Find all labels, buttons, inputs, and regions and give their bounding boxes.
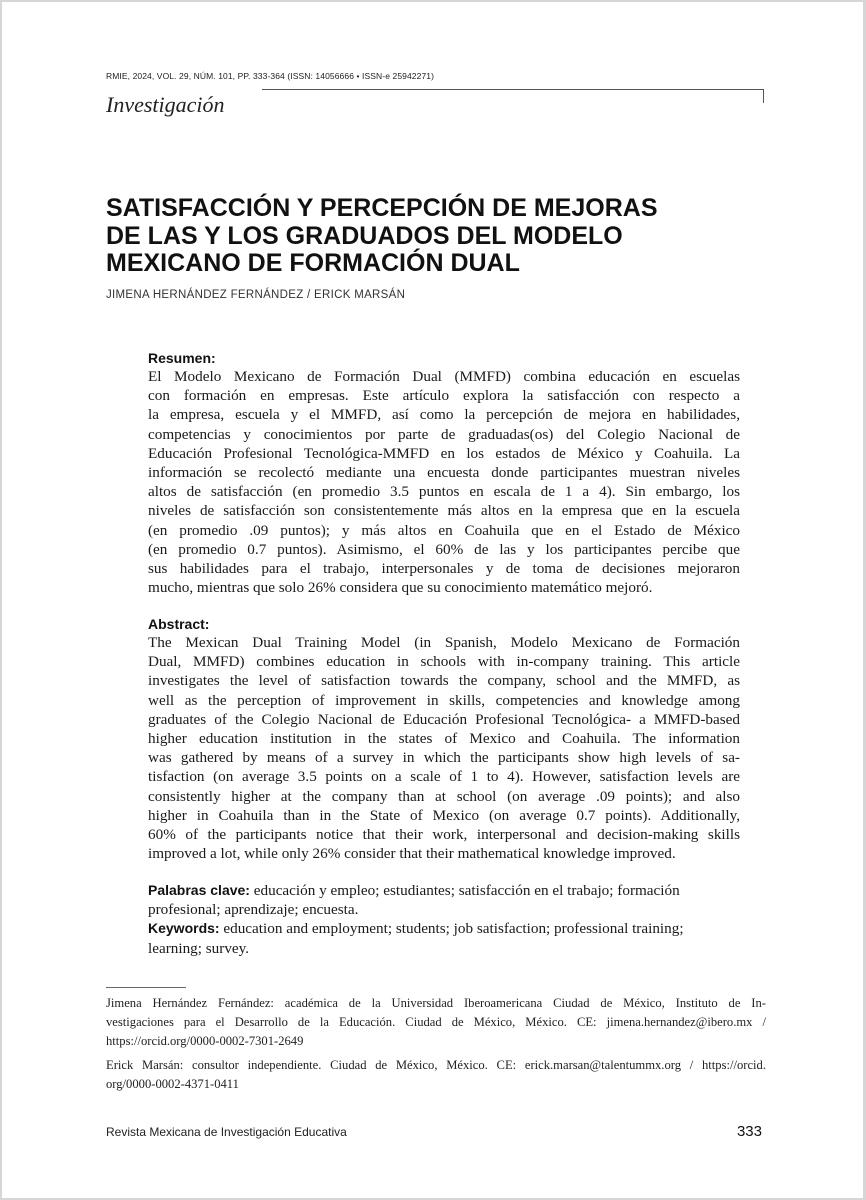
- abstract-heading: Abstract:: [148, 616, 210, 632]
- resumen-line: (en promedio 0.7 puntos). Asimismo, el 60% de las y los participantes percibe que: [148, 540, 740, 558]
- keywords-es-line: [148, 881, 740, 900]
- keywords-en-line: [148, 919, 740, 938]
- keywords-es-text-cont: profesional; aprendizaje; encuesta.: [148, 901, 359, 919]
- abstract-line: well as the perception of improvement in skills, competencies and knowledge among: [148, 691, 740, 709]
- footnote-line: Jimena Hernández Fernández: académica de la Universidad Iberoamericana Ciudad de México, Instituto de In-: [106, 996, 766, 1010]
- resumen-line: con formación en empresas. Este artículo explora la satisfacción con respecto a: [148, 387, 740, 405]
- abstract-section: [148, 616, 740, 863]
- abstract-line: was gathered by means of a survey in which the participants show high levels of sa-: [148, 749, 740, 767]
- resumen-line: (en promedio .09 puntos); y más altos en Coahuila que en el Estado de México: [148, 521, 740, 539]
- footnote-line: Erick Marsán: consultor independiente. Ciudad de México, México. CE: erick.marsan@talentummx.org / https://orcid.: [106, 1058, 766, 1072]
- footnote-line: org/0000-0002-4371-0411: [106, 1077, 239, 1091]
- article-title: [106, 195, 786, 278]
- citation-header: RMIE, 2024, VOL. 29, NÚM. 101, PP. 333-364 (ISSN: 14056666 • ISSN-e 25942271): [106, 71, 435, 81]
- keywords-es-text: educación y empleo; estudiantes; satisfacción en el trabajo; formación: [253, 882, 680, 899]
- author-footnote-2: [106, 1056, 766, 1094]
- title-line: SATISFACCIÓN Y PERCEPCIÓN DE MEJORAS: [106, 194, 658, 222]
- section-label: Investigación: [106, 92, 225, 117]
- abstract-line: investigates the level of satisfaction towards the company, school and the MMFD, as: [148, 672, 740, 690]
- journal-page: [2, 2, 863, 1198]
- header-rule: [262, 89, 764, 90]
- resumen-line: competencias y conocimientos por parte de graduadas(os) del Colegio Nacional de: [148, 425, 740, 443]
- resumen-line: mucho, mientras que solo 26% considera que su conocimiento matemático mejoró.: [148, 579, 653, 597]
- abstract-line: higher in Coahuila than in the State of Mexico (on average 0.7 points). Additionally,: [148, 806, 740, 824]
- abstract-line: The Mexican Dual Training Model (in Spanish, Modelo Mexicano de Formación: [148, 634, 740, 651]
- abstract-line: Dual, MMFD) combines education in schools with in-company training. This article: [148, 653, 740, 671]
- keywords-en-text-cont: learning; survey.: [148, 939, 250, 957]
- abstract-line: tisfaction (on average 3.5 points on a scale of 1 to 4). However, satisfaction levels are: [148, 768, 740, 786]
- keywords-es-label: Palabras clave:: [148, 882, 250, 898]
- abstract-line: improved a lot, while only 26% consider that their mathematical knowledge improved.: [148, 845, 676, 863]
- footnote-line: vestigaciones para el Desarrollo de la Educación. Ciudad de México, México. CE: jimena.hernandez@ibero.mx /: [106, 1015, 766, 1029]
- author-footnote-1: [106, 994, 766, 1051]
- abstract-line: consistently higher at the company than at school (on average .09 points); and also: [148, 787, 740, 805]
- resumen-heading: Resumen:: [148, 350, 216, 366]
- footnote-divider: [106, 987, 186, 988]
- abstract-line: graduates of the Colegio Nacional de Educación Profesional Tecnológica- a MMFD-based: [148, 710, 740, 728]
- keywords-en-label: Keywords:: [148, 920, 220, 937]
- title-line: MEXICANO DE FORMACIÓN DUAL: [106, 249, 520, 277]
- resumen-line: la empresa, escuela y el MMFD, así como la percepción de mejora en habilidades,: [148, 406, 740, 424]
- footnote-line: https://orcid.org/0000-0002-7301-2649: [106, 1034, 304, 1048]
- keywords-section: [148, 881, 740, 958]
- page-number: 333: [736, 1123, 762, 1140]
- resumen-line: niveles de satisfacción son consistentemente más altos en la empresa que en la escuela: [148, 502, 740, 520]
- resumen-line: Educación Profesional Tecnológica-MMFD en los estados de México y Coahuila. La: [148, 444, 740, 462]
- resumen-section: [148, 350, 740, 597]
- abstract-line: higher education institution in the states of Mexico and Coahuila. The information: [148, 730, 740, 748]
- title-line: DE LAS Y LOS GRADUADOS DEL MODELO: [106, 221, 623, 250]
- abstract-line: 60% of the participants notice that their work, interpersonal and decision-making skills: [148, 826, 740, 844]
- keywords-en-text: education and employment; students; job satisfaction; professional training;: [223, 920, 684, 938]
- author-list: JIMENA HERNÁNDEZ FERNÁNDEZ / ERICK MARSÁN: [106, 289, 406, 301]
- footer-journal-name: Revista Mexicana de Investigación Educativa: [106, 1125, 347, 1139]
- resumen-line: El Modelo Mexicano de Formación Dual (MMFD) combina educación en escuelas: [148, 368, 740, 385]
- header-rule-tick: [763, 89, 764, 103]
- resumen-line: sus habilidades para el trabajo, interpersonales y de toma de decisiones mejoraron: [148, 560, 740, 578]
- resumen-line: información se recolectó mediante una encuesta donde participantes muestran niveles: [148, 464, 740, 482]
- resumen-line: altos de satisfacción (en promedio 3.5 puntos en escala de 1 a 4). Sin embargo, los: [148, 483, 740, 501]
